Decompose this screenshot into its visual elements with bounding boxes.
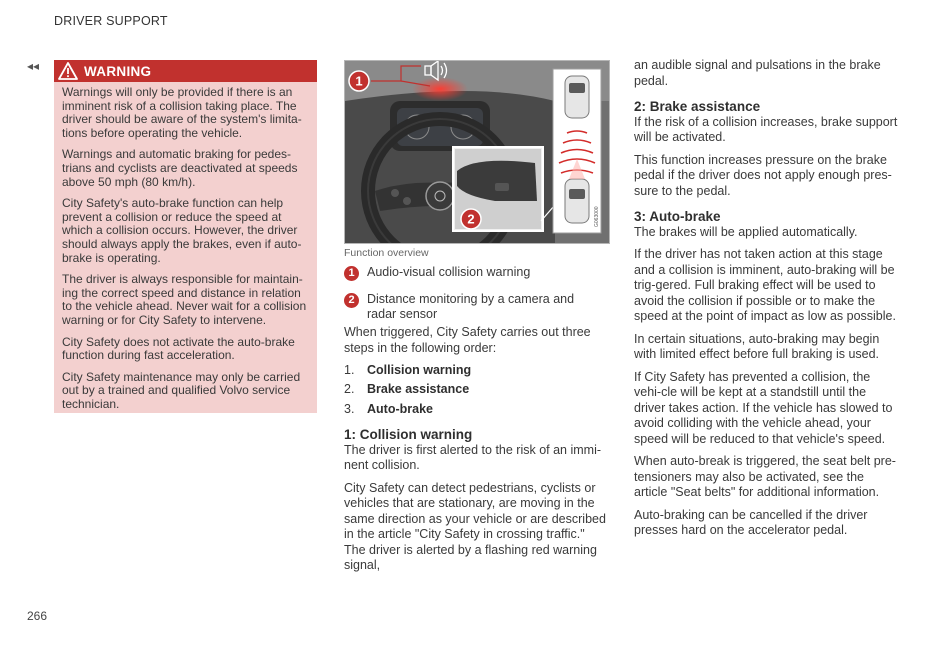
warning-title: WARNING (84, 63, 152, 79)
warning-paragraph: City Safety does not activate the auto-brake function during fast acceleration. (62, 334, 295, 363)
figure-code: G063000 (594, 206, 600, 227)
intro-paragraph: When triggered, City Safety carries out three steps in the following order: (344, 325, 591, 355)
warning-paragraph: City Safety's auto-brake function can help prevent a collision or reduce the speed at which a collision occurs. However, the driver should always apply the brakes, even if auto-brake is operating. (62, 196, 302, 265)
back-arrows-icon[interactable]: ◂◂ (27, 59, 40, 73)
body-paragraph: When auto-break is triggered, the seat belt pre-tensioners may also be activated, see the article "Seat belts" for additional information. (634, 454, 896, 499)
step-label: Collision warning (367, 362, 472, 377)
legend-item (344, 292, 606, 322)
list-item (344, 360, 471, 380)
legend-text: Audio-visual collision warning (367, 265, 531, 279)
figure-marker-2 (461, 209, 481, 229)
section-title: DRIVER SUPPORT (54, 14, 168, 28)
body-paragraph: If the driver has not taken action at this stage and a collision is imminent, auto-braking will be trig-gered. Full braking effect will be used to avoid the collision if possible or to make the speed at the point of impact as low as possible. (634, 247, 896, 323)
body-paragraph: This function increases pressure on the brake pedal if the driver does not apply enough pres-sure to the pedal. (634, 152, 892, 198)
step-label: Brake assistance (367, 382, 470, 397)
warning-body (54, 82, 317, 411)
body-paragraph: The driver is first alerted to the risk of an immi-nent collision. (344, 442, 602, 472)
body-paragraph: City Safety can detect pedestrians, cyclists or vehicles that are stationary, are moving in the same direction as your vehicle or are described in the article "City Safety in crossing traffic." The driver is alerted by a flashing red warning signal, (344, 480, 606, 572)
page-number: 266 (27, 609, 48, 623)
figure-caption: Function overview (344, 247, 429, 259)
warning-box (54, 60, 317, 413)
warning-paragraph: The driver is always responsible for maintain-ing the correct speed and distance in relation to the vehicle ahead. Never wait for a collision warning or for City Safety to intervene. (62, 272, 307, 327)
figure-marker-1-label: 1 (355, 73, 363, 89)
legend-badge: 2 (344, 293, 359, 308)
body-paragraph: In certain situations, auto-braking may begin with limited effect before full braking is used. (634, 331, 880, 361)
right-column (634, 58, 900, 539)
warning-header (54, 60, 317, 82)
legend-text: Distance monitoring by a camera and radar sensor (367, 292, 575, 321)
dashboard-illustration (345, 61, 609, 243)
figure-marker-2-label: 2 (467, 211, 475, 227)
steps-list (344, 360, 471, 419)
body-paragraph: If the risk of a collision increases, brake support will be activated. (634, 114, 898, 144)
warning-paragraph: Warnings and automatic braking for pedes-trians and cyclists are deactivated at speeds above 50 mph (80 km/h). (62, 147, 298, 189)
collision-warning-section (344, 427, 608, 574)
list-item (344, 399, 471, 419)
step-number: 2. (344, 382, 355, 397)
body-paragraph: Auto-braking can be cancelled if the driver presses hard on the accelerator pedal. (634, 507, 868, 537)
section-heading: 2: Brake assistance (634, 99, 761, 114)
section-heading: 1: Collision warning (344, 427, 473, 442)
body-paragraph: The brakes will be applied automatically. (634, 224, 858, 239)
list-item (344, 380, 471, 400)
warning-paragraph: Warnings will only be provided if there is an imminent risk of a collision taking place. The driver should be aware of the system's limita-tions before operating the vehicle. (62, 85, 302, 140)
warning-paragraph: City Safety maintenance may only be carried out by a trained and qualified Volvo service technician. (62, 369, 301, 411)
legend-item (344, 265, 606, 281)
figure-marker-1 (349, 71, 369, 91)
step-label: Auto-brake (367, 401, 433, 416)
step-number: 3. (344, 401, 355, 416)
section-heading: 3: Auto-brake (634, 209, 721, 224)
step-number: 1. (344, 362, 355, 377)
intro-text (344, 325, 606, 356)
legend-badge: 1 (344, 266, 359, 281)
warning-triangle-icon (58, 62, 78, 80)
function-overview-figure (344, 60, 610, 244)
body-paragraph: an audible signal and pulsations in the brake pedal. (634, 58, 881, 88)
body-paragraph: If City Safety has prevented a collision, the vehi-cle will be kept at a standstill until the driver takes action. If the vehicle has slowed to avoid colliding with the vehicle ahead, your speed will be reduced to that vehicle's speed. (634, 369, 893, 446)
